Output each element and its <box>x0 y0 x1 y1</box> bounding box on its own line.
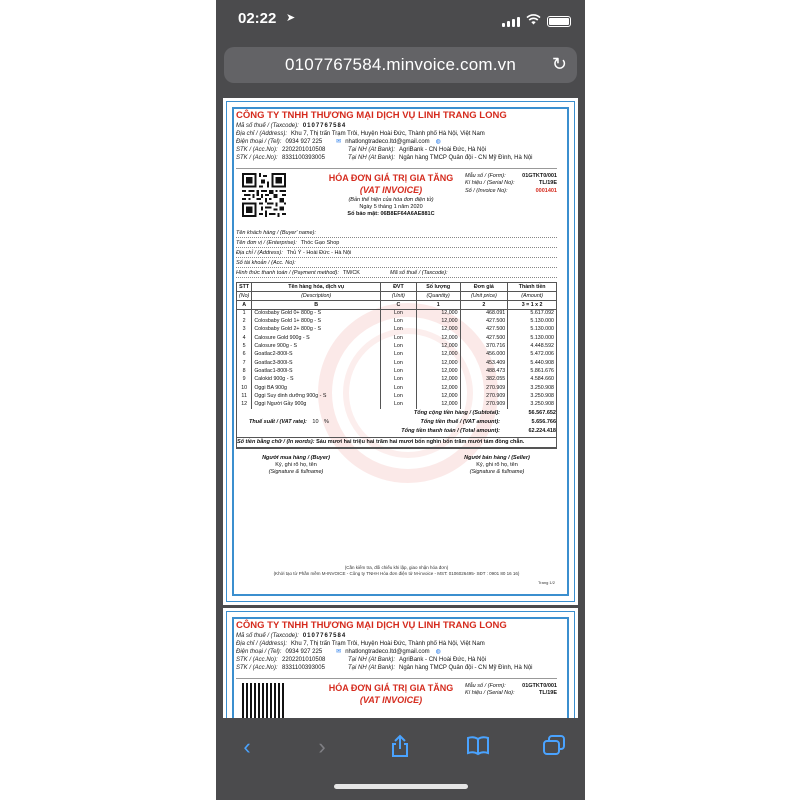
invoice-content-2 <box>236 620 557 718</box>
subtotal-label: Tổng cộng tiền hàng / (Subtotal): <box>413 409 500 416</box>
vat-rate-label: Thuế suất / (VAT rate): <box>249 418 307 425</box>
invoice-date: Ngày 5 tháng 1 năm 2020 <box>359 203 423 210</box>
code-a: A <box>237 301 252 309</box>
row-unit: Lon <box>381 351 417 359</box>
row-amount: 5.440.908 <box>508 359 557 367</box>
row-unit: Lon <box>381 400 417 408</box>
secret-label: Số bảo mật: <box>347 210 379 217</box>
row-amount: 3.250.908 <box>508 384 557 392</box>
invoice-serial-block <box>465 683 557 697</box>
phone: 0934 927 225 <box>285 648 323 655</box>
signature-area <box>236 455 557 476</box>
company-name: CÔNG TY TNHH THƯƠNG MẠI DỊCH VỤ LINH TRANG LONG <box>236 110 507 121</box>
acc1: 2202201010508 <box>282 656 326 663</box>
table-row <box>237 309 557 317</box>
table-row <box>237 392 557 400</box>
bank2-label: Tại NH (At Bank): <box>348 664 396 671</box>
row-price: 427.500 <box>460 317 508 325</box>
table-row <box>237 359 557 367</box>
vat-rate-value: 10 <box>312 418 319 425</box>
acc2-label: STK / (Acc.No): <box>236 154 278 161</box>
share-icon[interactable] <box>385 734 415 764</box>
row-no: 5 <box>237 342 252 350</box>
row-qty: 12,000 <box>416 342 460 350</box>
row-unit: Lon <box>381 317 417 325</box>
col-no-en: (No) <box>237 292 252 301</box>
row-price: 468.091 <box>460 309 508 317</box>
invoice-number: 0001401 <box>535 187 557 194</box>
row-no: 4 <box>237 334 252 342</box>
back-icon[interactable]: ‹ <box>243 734 251 759</box>
form-label: Mẫu số / (Form): <box>465 173 506 180</box>
globe-icon: ◍ <box>435 648 441 655</box>
row-unit: Lon <box>381 392 417 400</box>
row-qty: 12,000 <box>416 351 460 359</box>
invoice-title-en: (VAT INVOICE) <box>359 185 423 196</box>
address: Khu 7, Thị trấn Trạm Trôi, Huyện Hoài Đức, Thành phố Hà Nội, Việt Nam <box>291 641 485 648</box>
seller-sign-title: Người bán hàng / (Seller) <box>464 454 530 461</box>
tabs-icon[interactable] <box>539 734 569 762</box>
enterprise-label: Tên đơn vị / (Enterprise): <box>236 240 297 247</box>
row-qty: 12,000 <box>416 359 460 367</box>
row-desc: Goatlac1-800l-S <box>252 367 381 375</box>
total-label: Tổng tiền thanh toán / (Total amount): <box>401 427 500 434</box>
bookmarks-icon[interactable] <box>463 734 493 762</box>
invoice-content <box>236 110 557 585</box>
acc2-label: STK / (Acc.No): <box>236 664 278 671</box>
location-arrow-icon: ➤ <box>286 12 296 24</box>
total-value: 62.224.418 <box>528 427 556 434</box>
vat-amount-value: 5.656.766 <box>531 418 556 425</box>
code-b: B <box>252 301 381 309</box>
tax-code-label: Mã số thuế / (Taxcode): <box>236 633 299 640</box>
row-qty: 12,000 <box>416 400 460 408</box>
reload-icon[interactable]: ↻ <box>551 54 567 74</box>
invoice-title-block <box>316 173 466 218</box>
table-header-en-row <box>237 292 557 301</box>
buyer-address-value: Thủ Ý - Hoài Đức - Hà Nội <box>286 250 352 257</box>
row-price: 453.409 <box>460 359 508 367</box>
page-number: Trang 1/2 <box>538 580 555 585</box>
row-amount: 5.617.092 <box>508 309 557 317</box>
payment-value: TM/CK <box>342 270 360 277</box>
bank2: Ngân hàng TMCP Quân đội - CN Mỹ Đình, Hà Nội <box>399 154 533 161</box>
invoice-footnote <box>236 565 557 577</box>
code-c: C <box>381 301 417 309</box>
invoice-subtitle: (Bản thể hiện của hóa đơn điện tử) <box>348 196 434 203</box>
phone: 0934 927 225 <box>285 138 323 145</box>
row-unit: Lon <box>381 342 417 350</box>
words-label: Số tiền bằng chữ / (In words): <box>237 438 315 445</box>
col-qty: Số lượng <box>416 283 460 292</box>
words-value: Sáu mươi hai triệu hai trăm hai mươi bốn nghìn bốn trăm mười tám đồng chẵn. <box>316 438 525 445</box>
col-unit-en: (Unit) <box>381 292 417 301</box>
row-desc: Colosbaby Gold 2+ 800g - S <box>252 326 381 334</box>
serial-label: Kí hiệu / (Serial No): <box>465 180 515 187</box>
row-amount: 5.472.006 <box>508 351 557 359</box>
row-unit: Lon <box>381 384 417 392</box>
row-no: 1 <box>237 309 252 317</box>
row-amount: 4.448.592 <box>508 342 557 350</box>
col-desc: Tên hàng hóa, dịch vụ <box>252 283 381 292</box>
row-amount: 5.130.000 <box>508 334 557 342</box>
row-no: 9 <box>237 376 252 384</box>
invoice-header <box>236 168 557 226</box>
seller-signature <box>437 455 557 476</box>
row-qty: 12,000 <box>416 392 460 400</box>
row-qty: 12,000 <box>416 326 460 334</box>
company-name: CÔNG TY TNHH THƯƠNG MẠI DỊCH VỤ LINH TRANG LONG <box>236 620 507 631</box>
table-row <box>237 376 557 384</box>
row-unit: Lon <box>381 367 417 375</box>
acc1-label: STK / (Acc.No): <box>236 656 278 663</box>
col-amount: Thành tiền <box>508 283 557 292</box>
tax-code: 0107767584 <box>302 633 347 640</box>
col-price-en: (Unit price) <box>460 292 508 301</box>
table-row <box>237 384 557 392</box>
document-viewer[interactable] <box>223 98 578 718</box>
row-price: 427.500 <box>460 334 508 342</box>
invoice-page-2 <box>223 608 578 718</box>
email-icon: ✉ <box>336 648 342 655</box>
row-no: 12 <box>237 400 252 408</box>
bank1: AgriBank - CN Hoài Đức, Hà Nội <box>399 656 487 663</box>
row-desc: Oggi Người Gầy 900g <box>252 400 381 408</box>
invoice-title-block <box>316 683 466 706</box>
serial-value: TL/19E <box>538 180 557 187</box>
row-price: 270.909 <box>460 384 508 392</box>
buyer-sign-hint-en: (Signature & fullname) <box>268 469 324 476</box>
row-desc: Oggi BA 900g <box>252 384 381 392</box>
acc2: 8331100393005 <box>282 664 325 671</box>
email: nhatlongtradeco.ltd@gmail.com <box>345 648 430 655</box>
row-desc: Goatlac3-800l-S <box>252 359 381 367</box>
status-icons <box>502 12 571 30</box>
address-bar[interactable] <box>224 47 577 83</box>
col-amount-en: (Amount) <box>508 292 557 301</box>
row-unit: Lon <box>381 376 417 384</box>
address-label: Địa chỉ / (Address): <box>236 641 288 648</box>
row-amount: 5.861.676 <box>508 367 557 375</box>
form-value: 01GTKT0/001 <box>522 173 557 180</box>
serial-label: Kí hiệu / (Serial No): <box>465 690 515 697</box>
address: Khu 7, Thị trấn Trạm Trôi, Huyện Hoài Đức, Thành phố Hà Nội, Việt Nam <box>291 131 485 138</box>
row-qty: 12,000 <box>416 309 460 317</box>
status-bar <box>216 0 585 40</box>
footnote-line-2: (Khởi tạo từ Phần mềm M-INVOICE - Công ty TNHH Hóa đơn điện tử M-invoice - MST: 0106026495- SĐT : 0901 80 16 16) <box>273 570 520 576</box>
invoice-page <box>223 98 578 605</box>
totals-block <box>236 409 557 449</box>
cellular-signal-icon <box>502 16 520 27</box>
row-price: 270.909 <box>460 392 508 400</box>
bank2-label: Tại NH (At Bank): <box>348 154 396 161</box>
row-no: 6 <box>237 351 252 359</box>
row-price: 427.500 <box>460 326 508 334</box>
payment-label: Hình thức thanh toán / (Payment method): <box>236 270 339 277</box>
seller-sign-hint-en: (Signature & fullname) <box>469 469 525 476</box>
row-unit: Lon <box>381 309 417 317</box>
col-unit: ĐVT <box>381 283 417 292</box>
bank2: Ngân hàng TMCP Quân đội - CN Mỹ Đình, Hà Nội <box>399 664 533 671</box>
row-qty: 12,000 <box>416 367 460 375</box>
table-header-row <box>237 283 557 292</box>
row-amount: 4.584.660 <box>508 376 557 384</box>
tax-code: 0107767584 <box>302 123 347 130</box>
row-desc: Colosbaby Gold 0+ 800g - S <box>252 309 381 317</box>
acc2: 8331100393005 <box>282 154 325 161</box>
table-row <box>237 334 557 342</box>
row-price: 488.473 <box>460 367 508 375</box>
table-row <box>237 342 557 350</box>
status-time: 02:22 <box>238 10 277 27</box>
row-amount: 5.130.000 <box>508 326 557 334</box>
row-price: 456.000 <box>460 351 508 359</box>
table-code-row <box>237 301 557 309</box>
row-price: 270.909 <box>460 400 508 408</box>
row-amount: 5.130.000 <box>508 317 557 325</box>
buyer-address-label: Địa chỉ / (Address): <box>236 250 283 257</box>
address-label: Địa chỉ / (Address): <box>236 131 288 138</box>
buyer-name-label: Tên khách hàng / (Buyer' name): <box>236 230 316 237</box>
bank1-label: Tại NH (At Bank): <box>348 656 396 663</box>
acc1: 2202201010508 <box>282 146 326 153</box>
table-row <box>237 367 557 375</box>
form-value: 01GTKT0/001 <box>522 683 557 690</box>
row-price: 370.716 <box>460 342 508 350</box>
buyer-info <box>236 228 557 278</box>
row-amount: 3.250.908 <box>508 400 557 408</box>
footnote-line-1: (Cần kiểm tra, đối chiếu khi lập, giao nhận hóa đơn) <box>344 565 449 570</box>
serial-value: TL/19E <box>538 690 557 697</box>
col-desc-en: (Description) <box>252 292 381 301</box>
invoice-header <box>236 678 557 718</box>
secret-code: 06B8EF64A6AE881C <box>380 210 435 217</box>
qr-code <box>242 683 286 718</box>
buyer-sign-title: Người mua hàng / (Buyer) <box>262 454 330 461</box>
acc1-label: STK / (Acc.No): <box>236 146 278 153</box>
seller-sign-hint: Ký, ghi rõ họ, tên <box>476 461 518 468</box>
subtotal-value: 56.567.652 <box>528 409 556 416</box>
forward-icon[interactable]: › <box>318 734 326 759</box>
table-row <box>237 351 557 359</box>
buyer-tax-label: Mã số thuế / (Taxcode): <box>389 270 448 277</box>
row-desc: Colosbaby Gold 1+ 800g - S <box>252 317 381 325</box>
row-no: 3 <box>237 326 252 334</box>
table-row <box>237 400 557 408</box>
invoice-title: HÓA ĐƠN GIÁ TRỊ GIA TĂNG <box>328 683 454 694</box>
amount-in-words <box>237 437 556 448</box>
row-unit: Lon <box>381 334 417 342</box>
buyer-signature <box>236 455 356 476</box>
form-label: Mẫu số / (Form): <box>465 683 506 690</box>
phone-label: Điện thoại / (Tel): <box>236 648 282 655</box>
enterprise-value: Thóc Gạo Shop <box>300 240 340 247</box>
row-amount: 3.250.908 <box>508 392 557 400</box>
globe-icon: ◍ <box>435 138 441 145</box>
account-label: Số tài khoản / (Acc. No): <box>236 260 296 267</box>
tax-code-label: Mã số thuế / (Taxcode): <box>236 123 299 130</box>
bank1-label: Tại NH (At Bank): <box>348 146 396 153</box>
row-qty: 12,000 <box>416 317 460 325</box>
row-qty: 12,000 <box>416 334 460 342</box>
code-1: 1 <box>416 301 460 309</box>
battery-icon <box>547 16 571 27</box>
number-label: Số / (Invoice No): <box>465 187 508 194</box>
phone-label: Điện thoại / (Tel): <box>236 138 282 145</box>
url-text[interactable]: 0107767584.minvoice.com.vn <box>284 55 517 74</box>
vat-amount-label: Tổng tiền thuế / (VAT amount): <box>420 418 500 425</box>
items-table <box>236 282 557 408</box>
code-2: 2 <box>460 301 508 309</box>
phone-screen <box>216 0 585 800</box>
row-no: 7 <box>237 359 252 367</box>
home-indicator[interactable] <box>334 784 468 789</box>
qr-code <box>242 173 286 217</box>
col-qty-en: (Quantity) <box>416 292 460 301</box>
wifi-icon <box>526 12 541 30</box>
invoice-serial-block <box>465 173 557 194</box>
row-desc: Oggi Suy dinh dưỡng 900g - S <box>252 392 381 400</box>
email: nhatlongtradeco.ltd@gmail.com <box>345 138 430 145</box>
code-3: 3 = 1 x 2 <box>508 301 557 309</box>
row-no: 2 <box>237 317 252 325</box>
table-row <box>237 326 557 334</box>
table-row <box>237 317 557 325</box>
row-desc: Goatlac2-800l-S <box>252 351 381 359</box>
row-qty: 12,000 <box>416 384 460 392</box>
invoice-title-en: (VAT INVOICE) <box>359 695 423 706</box>
vat-rate-unit: % <box>324 418 329 425</box>
row-price: 382.055 <box>460 376 508 384</box>
invoice-title: HÓA ĐƠN GIÁ TRỊ GIA TĂNG <box>328 173 454 184</box>
col-price: Đơn giá <box>460 283 508 292</box>
row-desc: Calosure 900g - S <box>252 342 381 350</box>
row-unit: Lon <box>381 326 417 334</box>
col-no: STT <box>237 283 252 292</box>
bank1: AgriBank - CN Hoài Đức, Hà Nội <box>399 146 487 153</box>
row-no: 8 <box>237 367 252 375</box>
row-no: 10 <box>237 384 252 392</box>
row-unit: Lon <box>381 359 417 367</box>
row-desc: Calokid 900g - S <box>252 376 381 384</box>
row-qty: 12,000 <box>416 376 460 384</box>
row-no: 11 <box>237 392 252 400</box>
row-desc: Calosure Gold 900g - S <box>252 334 381 342</box>
email-icon: ✉ <box>336 138 342 145</box>
buyer-sign-hint: Ký, ghi rõ họ, tên <box>275 461 317 468</box>
